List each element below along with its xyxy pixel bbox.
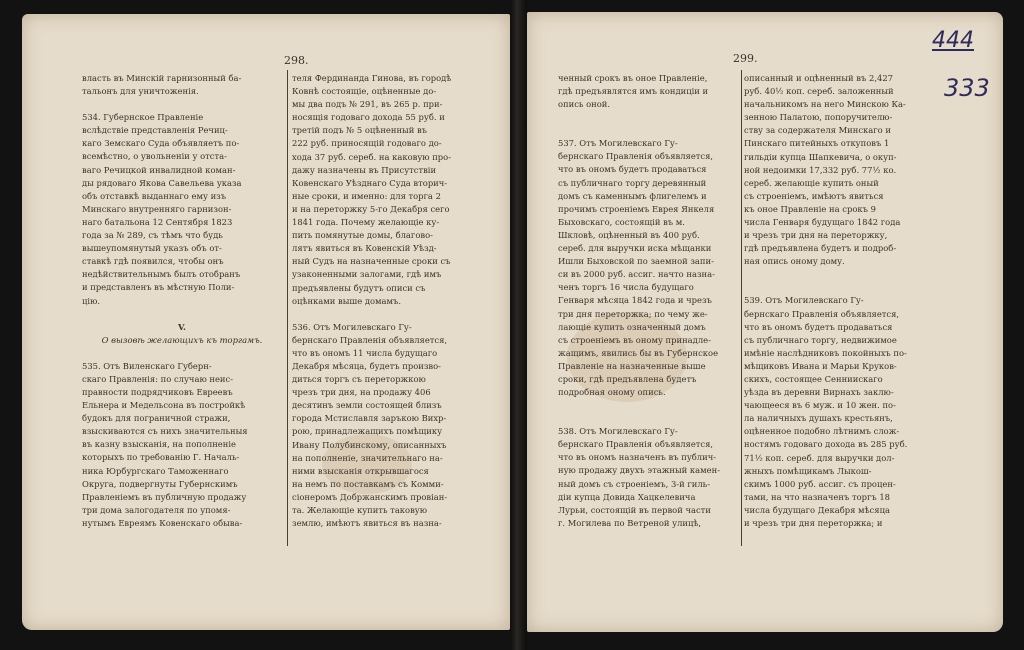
text-line: Ишли Быховской по заемной запи- bbox=[558, 256, 714, 267]
text-line: что въ ономъ 11 числа будущаго bbox=[292, 347, 438, 358]
text-line: сіонеромъ Добржанскимъ провіан- bbox=[292, 491, 448, 502]
text-line: 538. Отъ Могилевскаго Гу- bbox=[558, 426, 678, 437]
text-line: 1841 года. Почему желающіе ку- bbox=[292, 217, 440, 228]
text-line: сереб. желающіе купить оный bbox=[744, 177, 879, 188]
text-line: и чрезъ три дня на переторжку, bbox=[744, 230, 888, 241]
text-line: чающееся въ 6 муж. и 10 жен. по- bbox=[744, 400, 896, 411]
text-line: правности подрядчиковъ Евреевъ bbox=[82, 386, 233, 397]
text-line: всемѣстно, о увольненіи у отста- bbox=[82, 151, 227, 162]
text-line: руб. 40½ коп. сереб. заложенный bbox=[744, 86, 894, 97]
text-line: начальникомъ на него Минскою Ка- bbox=[744, 99, 906, 110]
text-line: взыскиваются съ нихъ значительныя bbox=[82, 426, 248, 437]
text-line: цію. bbox=[82, 295, 101, 306]
text-line: десятинъ земли состоящей близъ bbox=[292, 400, 442, 411]
text-line: землю, имѣютъ явиться въ назна- bbox=[292, 518, 442, 529]
text-line: 534. Губернское Правленіе bbox=[82, 112, 204, 123]
text-line: Шкловѣ, оцѣненный въ 400 руб. bbox=[558, 229, 700, 240]
text-line: ника Юрбургскаго Таможеннаго bbox=[82, 465, 229, 476]
text-line: 222 руб. приносящій годоваго до- bbox=[292, 138, 442, 149]
text-line: и чрезъ три дня переторжка; и bbox=[744, 518, 883, 528]
text-line: оцѣненное подобно лѣтнимъ слож- bbox=[744, 426, 900, 437]
text-line: бернскаго Правленія объявляется, bbox=[558, 439, 714, 450]
text-line: которыхъ по требованію Г. Началь- bbox=[82, 452, 240, 463]
text-line: рою, принадлежащихъ помѣщику bbox=[292, 426, 443, 437]
text-line: узаконенными залогами, гдѣ имъ bbox=[292, 269, 442, 280]
column-divider bbox=[287, 70, 288, 546]
text-line: уѣзда въ деревни Вирнахъ заклю- bbox=[744, 387, 894, 398]
text-line: ный домъ съ строеніемъ, 3-й гиль- bbox=[558, 478, 711, 489]
text-line: 535. Отъ Виленскаго Губерн- bbox=[82, 360, 212, 371]
notice-537 bbox=[558, 137, 740, 399]
text-line: Ковнѣ состоящіе, оцѣненные до- bbox=[292, 86, 437, 97]
text-line: Лурьи, состоящій въ первой части bbox=[558, 504, 711, 515]
text-line: мы два подъ № 291, въ 265 р. при- bbox=[292, 99, 443, 110]
book-spine bbox=[510, 0, 527, 650]
text-line: жныхъ помѣщикамъ Лыкош- bbox=[744, 465, 872, 476]
text-line: ваго Речицкой инвалидной коман- bbox=[82, 164, 236, 175]
page-number: 299. bbox=[733, 52, 758, 65]
text-line: съ публичнаго торгу деревянный bbox=[558, 177, 707, 188]
text-line: ностямъ годоваго дохода въ 285 руб. bbox=[744, 439, 908, 450]
left-column-2 bbox=[292, 72, 490, 530]
section-number: V. bbox=[178, 321, 186, 332]
text-line: ные сроки, и именно: для торга 2 bbox=[292, 190, 441, 201]
text-line: Быховскаго, состоящій въ м. bbox=[558, 216, 685, 227]
text-line: Правленіе на назначенные выше bbox=[558, 360, 706, 371]
text-line: диться торгъ съ переторжкою bbox=[292, 374, 426, 385]
notice-538 bbox=[558, 425, 740, 530]
text-line: скимъ 1000 руб. ассиг. съ процен- bbox=[744, 478, 896, 489]
notice-536-continued bbox=[558, 72, 740, 111]
text-line: съ строеніемъ въ оному принадле- bbox=[558, 334, 711, 345]
page-number: 298. bbox=[284, 54, 309, 67]
text-line: будокъ для пограничной стражи, bbox=[82, 413, 231, 424]
text-line: Минскаго внутренняго гарнизон- bbox=[82, 203, 232, 214]
text-line: тальонъ для уничтоженія. bbox=[82, 86, 199, 97]
text-line: Декабря мѣсяца, будетъ произво- bbox=[292, 360, 442, 371]
notice-534 bbox=[82, 111, 282, 307]
text-line: что въ ономъ будетъ продаваться bbox=[558, 164, 707, 175]
text-line: къ оное Правленіе на срокъ 9 bbox=[744, 203, 876, 214]
text-line: на немъ по поставкамъ съ Комми- bbox=[292, 478, 444, 489]
text-line: что въ ономъ будетъ продаваться bbox=[744, 321, 893, 332]
column-divider bbox=[741, 70, 742, 546]
text-line: что въ ономъ назначенъ въ публич- bbox=[558, 452, 717, 463]
handwritten-archive-number-secondary: 333 bbox=[944, 74, 990, 102]
text-line: сроки, гдѣ предъявлена будетъ bbox=[558, 373, 697, 384]
text-line: ный Судъ на назначенные сроки съ bbox=[292, 256, 451, 267]
text-line: бернскаго Правленія объявляется, bbox=[558, 151, 714, 162]
text-line: вслѣдствіе представленія Речиц- bbox=[82, 125, 228, 136]
text-line: наго батальона 12 Сентября 1823 bbox=[82, 216, 233, 227]
text-line: 536. Отъ Могилевскаго Гу- bbox=[292, 321, 412, 332]
text-line: числа Генваря будущаго 1842 года bbox=[744, 217, 901, 228]
text-line: 539. Отъ Могилевскаго Гу- bbox=[744, 295, 864, 306]
text-line: города Мстиславля заръкою Вихр- bbox=[292, 413, 447, 424]
text-line: скаго Правленія: по случаю неис- bbox=[82, 373, 234, 384]
text-line: мѣщиковъ Ивана и Марьи Круков- bbox=[744, 360, 897, 371]
right-column-1 bbox=[558, 72, 740, 530]
text-line: года за № 289, съ тѣмъ что будь bbox=[82, 230, 223, 241]
text-block-intro bbox=[82, 72, 282, 98]
text-line: съ строеніемъ, имѣютъ явиться bbox=[744, 190, 884, 201]
text-line: жащимъ, явились бы въ Губернское bbox=[558, 347, 719, 358]
text-line: ная опись оному дому. bbox=[744, 256, 845, 267]
text-line: домъ съ каменнымъ флигелемъ и bbox=[558, 190, 707, 201]
text-line: ченный срокъ въ оное Правленіе, bbox=[558, 73, 708, 83]
text-line: си въ 2000 руб. ассиг. начто назна- bbox=[558, 269, 715, 280]
text-line: предъявлены будутъ описи съ bbox=[292, 282, 426, 293]
text-line: бернскаго Правленія объявляется, bbox=[744, 308, 900, 319]
notice-539 bbox=[744, 294, 944, 530]
text-line: описанный и оцѣненный въ 2,427 bbox=[744, 73, 893, 83]
text-line: Пинскаго питейныхъ откуповъ 1 bbox=[744, 138, 890, 149]
text-line: гдѣ предъявлена будетъ и подроб- bbox=[744, 243, 897, 254]
text-line: дажу назначены въ Присутствіи bbox=[292, 164, 437, 175]
text-line: Генваря мѣсяца 1842 года и чрезъ bbox=[558, 295, 712, 306]
text-line: г. Могилева по Ветреной улицѣ, bbox=[558, 517, 702, 528]
text-line: тами, на что назначенъ торгъ 18 bbox=[744, 491, 891, 502]
text-line: объ отставкѣ выданнаго ему изъ bbox=[82, 190, 227, 201]
text-line: бернскаго Правленія объявляется, bbox=[292, 334, 448, 345]
text-line: нутымъ Евреямъ Ковенскаго обыва- bbox=[82, 517, 243, 528]
text-line: на пополненіе, значительнаго на- bbox=[292, 452, 443, 463]
text-line: прочимъ строеніемъ Еврея Янкеля bbox=[558, 203, 715, 214]
right-column-2 bbox=[744, 72, 944, 530]
text-line: ла наличныхъ душахъ крестьянъ, bbox=[744, 413, 893, 424]
text-line: та. Желающіе купить таковую bbox=[292, 505, 428, 515]
text-line: въ казну взысканія, на пополненіе bbox=[82, 439, 236, 450]
notice-538-continued bbox=[744, 72, 944, 268]
text-line: хода 37 руб. сереб. на каковую про- bbox=[292, 151, 452, 162]
text-line: недѣйствительнымъ былъ отобранъ bbox=[82, 269, 241, 280]
text-line: ству за содержателя Минскаго и bbox=[744, 125, 891, 136]
text-line: опись оной. bbox=[558, 99, 611, 110]
text-line: теля Фердинанда Гинова, въ городѣ bbox=[292, 73, 452, 83]
text-line: носящія годоваго дохода 55 руб. и bbox=[292, 112, 445, 123]
text-line: и на переторжку 5-го Декабря сего bbox=[292, 203, 450, 214]
text-line: Округа, подвергнуты Губернскимъ bbox=[82, 478, 238, 489]
text-line: ставкѣ гдѣ появился, чтобы онъ bbox=[82, 256, 224, 267]
text-line: ченъ торгъ 16 числа будущаго bbox=[558, 282, 694, 293]
text-line: имѣніе наслѣдниковъ покойныхъ по- bbox=[744, 347, 907, 358]
text-line: три дома залогодателя по упомя- bbox=[82, 504, 231, 515]
text-line: три дня переторжка; по чему же- bbox=[558, 308, 708, 319]
text-line: лающіе купить означенный домъ bbox=[558, 321, 706, 332]
text-line: 71½ коп. сереб. для выручки дол- bbox=[744, 452, 895, 463]
text-line: подробная оному опись. bbox=[558, 387, 666, 398]
handwritten-archive-number: 444 bbox=[932, 28, 974, 53]
text-line: вышеупомянутый указъ объ от- bbox=[82, 243, 222, 254]
text-line: 537. Отъ Могилевскаго Гу- bbox=[558, 138, 678, 149]
text-line: скихъ, состоящее Сенниискаго bbox=[744, 373, 883, 384]
text-line: ними взысканія открывшагося bbox=[292, 465, 429, 476]
text-line: гдѣ предъявлятся имъ кондиціи и bbox=[558, 86, 709, 97]
text-line: власть въ Минскій гарнизонный ба- bbox=[82, 73, 242, 83]
text-line: числа будущаго Декабря мѣсяца bbox=[744, 504, 890, 515]
text-line: Правленіемъ въ публичную продажу bbox=[82, 491, 247, 502]
text-line: сереб. для выручки иска мѣщанки bbox=[558, 243, 712, 254]
text-line: пить помянутые домы, благово- bbox=[292, 230, 433, 241]
section-title: О вызовѣ желающихъ къ торгамъ. bbox=[101, 334, 263, 345]
text-line: гильдіи купца Шапкевича, о окуп- bbox=[744, 151, 897, 162]
text-line: Ивану Полубинскому, описанныхъ bbox=[292, 439, 447, 450]
notice-536 bbox=[292, 321, 490, 531]
text-line: зенною Палатою, попоручителю- bbox=[744, 112, 893, 123]
text-line: и представленъ въ мѣстную Поли- bbox=[82, 282, 235, 293]
text-line: Ельнера и Медельсона въ постройкѣ bbox=[82, 400, 246, 411]
text-line: чрезъ три дня, на продажу 406 bbox=[292, 387, 431, 398]
text-line: съ публичнаго торгу, недвижимое bbox=[744, 334, 897, 345]
notice-535 bbox=[82, 360, 282, 530]
text-line: діи купца Довида Хацкелевича bbox=[558, 491, 696, 502]
text-line: каго Земскаго Суда объявляетъ по- bbox=[82, 138, 240, 149]
text-line: Ковенскаго Уѣзднаго Суда вторич- bbox=[292, 177, 448, 188]
text-line: лятъ явиться въ Ковенскій Уѣзд- bbox=[292, 243, 437, 254]
notice-535-continued bbox=[292, 72, 490, 308]
text-line: третій подъ № 5 оцѣненный въ bbox=[292, 125, 427, 136]
text-line: ной недоимки 17,332 руб. 77½ ко. bbox=[744, 164, 897, 175]
left-column-1 bbox=[82, 72, 282, 530]
text-line: ную продажу двухъ этажный камен- bbox=[558, 465, 721, 476]
text-line: оцѣнками выше домамъ. bbox=[292, 295, 402, 306]
text-line: ды рядоваго Якова Савельева указа bbox=[82, 177, 242, 188]
